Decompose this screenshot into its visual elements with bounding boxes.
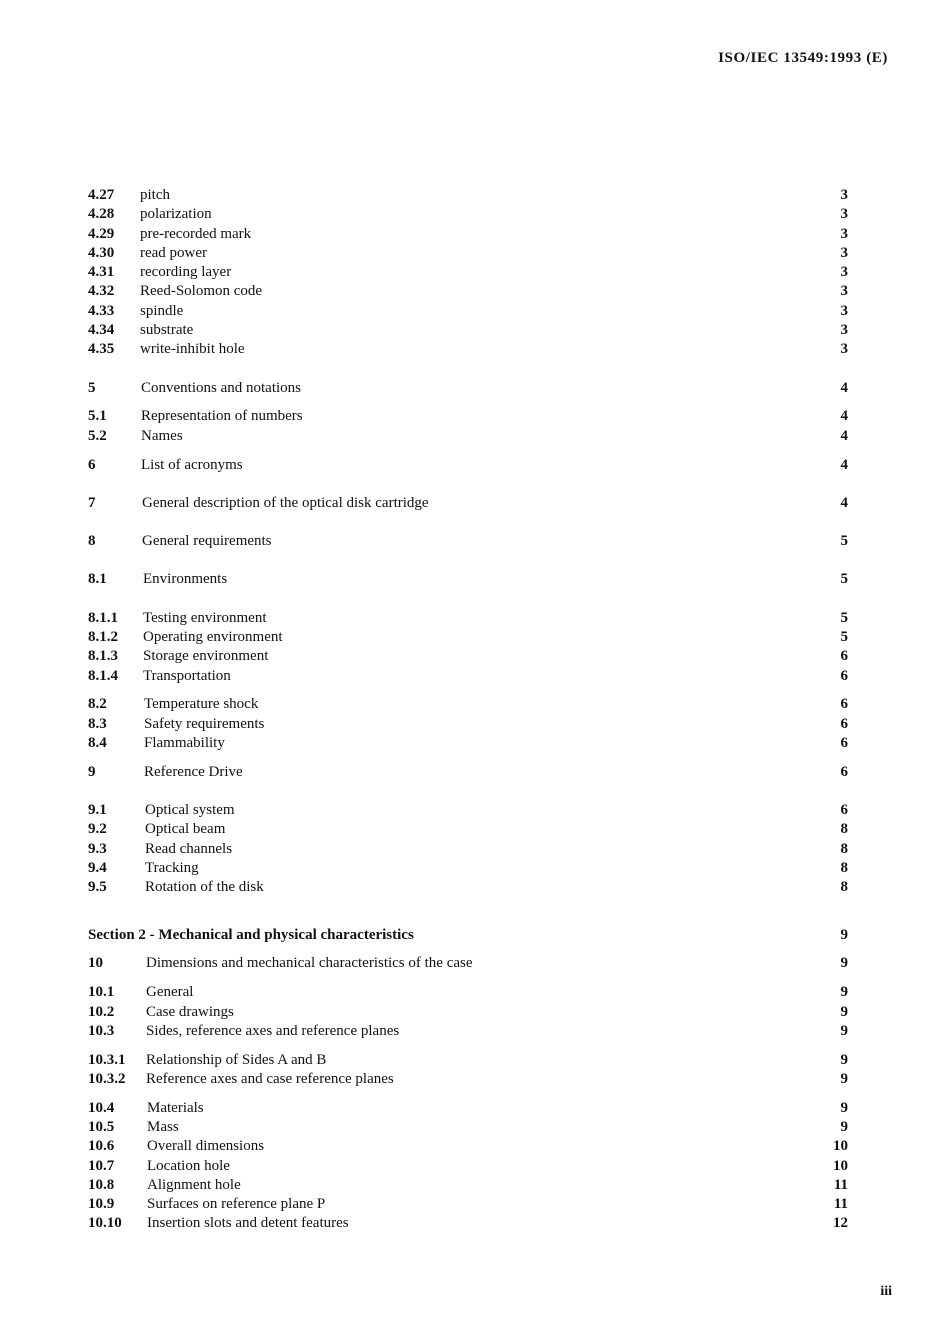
- toc-entry-number: 10.4: [88, 1099, 115, 1116]
- toc-entry[interactable]: [88, 532, 858, 551]
- toc-entry-number: 4.35: [88, 341, 115, 358]
- toc-entry-number: 4.32: [88, 283, 115, 300]
- toc-entry[interactable]: [88, 667, 858, 686]
- toc-entry-title: Representation of numbers: [141, 408, 303, 425]
- toc-spacer: [88, 945, 858, 955]
- toc-entry-title: Insertion slots and detent features: [147, 1215, 349, 1232]
- toc-spacer: [88, 1041, 858, 1051]
- toc-entry-number: 10.6: [88, 1138, 115, 1155]
- toc-entry-title: General: [146, 984, 194, 1001]
- toc-entry-title: Transportation: [143, 667, 231, 684]
- toc-spacer: [88, 360, 858, 379]
- toc-entry-number: 10.3.2: [88, 1070, 126, 1087]
- toc-entry-number: 9.4: [88, 860, 107, 877]
- toc-entry-number: 10.10: [88, 1215, 122, 1232]
- toc-entry[interactable]: [88, 379, 858, 398]
- toc-entry-title: write-inhibit hole: [140, 341, 245, 358]
- toc-entry-number: 10.2: [88, 1003, 115, 1020]
- toc-entry-title: pre-recorded mark: [140, 225, 252, 242]
- page-number-footer: iii: [880, 1284, 892, 1299]
- toc-entry-page: 6: [840, 648, 848, 665]
- toc-entry-number: 10.5: [88, 1118, 115, 1135]
- toc-entry-page: 9: [840, 1070, 848, 1087]
- toc-entry[interactable]: [88, 801, 858, 820]
- toc-entry-number: 10.7: [88, 1157, 115, 1174]
- toc-entry-title: spindle: [140, 302, 184, 319]
- toc-entry-title: Environments: [143, 571, 228, 588]
- toc-entry-number: 8.1: [88, 571, 107, 588]
- toc-entry-title: Conventions and notations: [141, 379, 301, 396]
- toc-entry-title: Materials: [147, 1099, 204, 1116]
- toc-entry[interactable]: [88, 628, 858, 647]
- toc-entry-number: 7: [88, 494, 96, 511]
- toc-entry-title: Testing environment: [143, 609, 267, 626]
- toc-entry[interactable]: [88, 1157, 858, 1176]
- toc-entry-page: 6: [840, 667, 848, 684]
- toc-entry[interactable]: [88, 647, 858, 666]
- toc-entry-number: 9.5: [88, 879, 107, 896]
- toc-entry[interactable]: [88, 820, 858, 839]
- toc-entry[interactable]: [88, 263, 858, 282]
- toc-entry-title: Reference Drive: [144, 763, 243, 780]
- toc-entry-title: Tracking: [145, 860, 199, 877]
- toc-entry[interactable]: [88, 983, 858, 1002]
- toc-entry[interactable]: [88, 427, 858, 446]
- toc-entry-title: Names: [141, 427, 183, 444]
- toc-spacer: [88, 753, 858, 763]
- toc-entry-title: Rotation of the disk: [145, 879, 264, 896]
- toc-entry[interactable]: [88, 1070, 858, 1089]
- toc-entry-page: 3: [840, 187, 848, 203]
- toc-spacer: [88, 590, 858, 609]
- toc-entry-page: 5: [840, 609, 848, 626]
- toc-entry-page: 3: [840, 244, 848, 261]
- toc-spacer: [88, 446, 858, 456]
- toc-entry-title: Temperature shock: [144, 696, 259, 713]
- toc-entry-title: Storage environment: [143, 648, 269, 665]
- toc-entry-number: 6: [88, 456, 96, 473]
- toc-entry-page: 9: [840, 1099, 848, 1116]
- document-id-header: ISO/IEC 13549:1993 (E): [718, 50, 888, 66]
- toc-entry[interactable]: [88, 1118, 858, 1137]
- toc-entry-page: 9: [840, 955, 848, 972]
- toc-entry[interactable]: [88, 734, 858, 753]
- toc-entry-title: Reed-Solomon code: [140, 283, 263, 300]
- toc-entry-number: 8.3: [88, 715, 107, 732]
- toc-entry-title: List of acronyms: [141, 456, 243, 473]
- toc-entry-page: 4: [840, 408, 848, 425]
- toc-entry-number: 8.1.1: [88, 609, 118, 626]
- toc-entry-page: 3: [840, 206, 848, 223]
- toc-entry[interactable]: [88, 695, 858, 714]
- toc-entry[interactable]: [88, 1022, 858, 1041]
- toc-entry-number: 5.1: [88, 408, 107, 425]
- toc-entry-number: 10.3: [88, 1022, 115, 1039]
- toc-spacer: [88, 551, 858, 570]
- toc-entry-number: 4.31: [88, 264, 115, 281]
- toc-entry-title: Relationship of Sides A and B: [146, 1051, 327, 1068]
- toc-section-heading[interactable]: [88, 926, 858, 945]
- toc-entry[interactable]: [88, 456, 858, 475]
- toc-entry[interactable]: [88, 205, 858, 224]
- toc-entry[interactable]: [88, 954, 858, 973]
- toc-entry-page: 3: [840, 341, 848, 358]
- toc-entry-number: 4.30: [88, 244, 115, 261]
- toc-entry-number: 8.2: [88, 696, 107, 713]
- toc-section-title: Section 2 - Mechanical and physical characteristics: [88, 926, 414, 943]
- toc-entry-page: 12: [833, 1215, 848, 1232]
- toc-entry[interactable]: [88, 494, 858, 513]
- toc-entry-number: 9.3: [88, 840, 107, 857]
- toc-entry-number: 8.4: [88, 735, 107, 752]
- toc-entry-page: 6: [840, 763, 848, 780]
- toc-spacer: [88, 974, 858, 984]
- toc-entry-title: Overall dimensions: [147, 1138, 265, 1155]
- toc-entry-number: 5: [88, 379, 96, 396]
- toc-entry-title: Case drawings: [146, 1003, 234, 1020]
- toc-entry-number: 5.2: [88, 427, 107, 444]
- toc-entry-number: 9.1: [88, 802, 107, 819]
- toc-spacer: [88, 475, 858, 494]
- toc-entry-title: Operating environment: [143, 629, 283, 646]
- toc-entry-number: 8.1.2: [88, 629, 118, 646]
- toc-entry-page: 6: [840, 715, 848, 732]
- toc-entry-page: 5: [840, 571, 848, 588]
- toc-entry-number: 8: [88, 533, 96, 550]
- toc-entry-page: 11: [833, 1196, 848, 1213]
- toc-entry[interactable]: [88, 570, 858, 589]
- toc-entry-page: 3: [840, 322, 848, 339]
- table-of-contents: [88, 186, 858, 1234]
- toc-entry-title: Sides, reference axes and reference planes: [146, 1022, 400, 1039]
- toc-entry-title: recording layer: [140, 264, 232, 281]
- toc-entry-number: 4.29: [88, 225, 115, 242]
- toc-entry[interactable]: [88, 609, 858, 628]
- toc-entry-number: 10.9: [88, 1196, 115, 1213]
- toc-entry-title: Read channels: [145, 840, 233, 857]
- toc-entry-title: Mass: [147, 1118, 179, 1135]
- toc-entry-title: substrate: [140, 322, 194, 339]
- toc-entry-title: Optical beam: [145, 821, 226, 838]
- toc-entry-title: General requirements: [142, 533, 272, 550]
- toc-entry-page: 3: [840, 302, 848, 319]
- toc-entry-page: 8: [840, 879, 848, 896]
- toc-entry-page: 3: [840, 264, 848, 281]
- toc-entry-page: 8: [840, 860, 848, 877]
- toc-entry-number: 4.34: [88, 322, 115, 339]
- toc-entry-title: Flammability: [144, 735, 225, 752]
- toc-entry[interactable]: [88, 1137, 858, 1156]
- toc-entry-title: Alignment hole: [147, 1176, 241, 1193]
- toc-entry-page: 11: [833, 1176, 848, 1193]
- toc-entry-page: 4: [840, 379, 848, 396]
- toc-entry-number: 8.1.3: [88, 648, 118, 665]
- toc-spacer: [88, 513, 858, 532]
- toc-entry[interactable]: [88, 340, 858, 359]
- toc-entry[interactable]: [88, 763, 858, 782]
- toc-spacer: [88, 782, 858, 801]
- toc-entry[interactable]: [88, 1099, 858, 1118]
- toc-entry-page: 8: [840, 840, 848, 857]
- toc-entry[interactable]: [88, 1003, 858, 1022]
- toc-entry-number: 10.3.1: [88, 1051, 126, 1068]
- toc-entry-title: polarization: [140, 206, 212, 223]
- toc-entry[interactable]: [88, 302, 858, 321]
- toc-entry-page: 10: [833, 1157, 848, 1174]
- toc-entry-title: Surfaces on reference plane P: [147, 1196, 326, 1213]
- toc-entry[interactable]: [88, 282, 858, 301]
- toc-entry-title: Location hole: [147, 1157, 230, 1174]
- toc-spacer: [88, 398, 858, 408]
- toc-entry-page: 9: [840, 1022, 848, 1039]
- toc-entry-number: 4.28: [88, 206, 115, 223]
- toc-entry-title: Dimensions and mechanical characteristics of the case: [146, 955, 473, 972]
- toc-entry-page: 4: [840, 427, 848, 444]
- toc-entry-page: 6: [840, 802, 848, 819]
- toc-entry-number: 8.1.4: [88, 667, 118, 684]
- toc-entry-page: 9: [840, 1003, 848, 1020]
- toc-entry-page: 8: [840, 821, 848, 838]
- toc-entry-page: 6: [840, 696, 848, 713]
- toc-entry-title: Optical system: [145, 802, 235, 819]
- toc-entry-page: 9: [840, 1118, 848, 1135]
- toc-entry-title: General description of the optical disk cartridge: [142, 494, 429, 511]
- toc-entry-page: 9: [840, 984, 848, 1001]
- toc-entry[interactable]: [88, 715, 858, 734]
- toc-entry[interactable]: [88, 186, 858, 205]
- toc-entry[interactable]: [88, 840, 858, 859]
- toc-entry-number: 10: [88, 955, 103, 972]
- toc-entry-page: 3: [840, 225, 848, 242]
- toc-entry[interactable]: [88, 1214, 858, 1233]
- toc-entry[interactable]: [88, 878, 858, 897]
- toc-spacer: [88, 686, 858, 696]
- toc-entry-number: 9.2: [88, 821, 107, 838]
- toc-entry-page: 9: [840, 926, 848, 943]
- toc-entry[interactable]: [88, 1195, 858, 1214]
- toc-entry-page: 5: [840, 533, 848, 550]
- toc-entry[interactable]: [88, 321, 858, 340]
- toc-entry-page: 10: [833, 1138, 848, 1155]
- toc-entry[interactable]: [88, 859, 858, 878]
- toc-entry[interactable]: [88, 225, 858, 244]
- toc-entry-title: pitch: [140, 187, 170, 203]
- toc-entry[interactable]: [88, 407, 858, 426]
- toc-entry-page: 5: [840, 629, 848, 646]
- toc-entry-number: 10.1: [88, 984, 115, 1001]
- toc-entry[interactable]: [88, 244, 858, 263]
- toc-entry-page: 3: [840, 283, 848, 300]
- toc-entry-page: 4: [840, 494, 848, 511]
- toc-entry-title: read power: [140, 244, 208, 261]
- toc-entry-title: Safety requirements: [144, 715, 265, 732]
- toc-entry-page: 9: [840, 1051, 848, 1068]
- toc-entry[interactable]: [88, 1176, 858, 1195]
- toc-entry-number: 10.8: [88, 1176, 115, 1193]
- toc-entry-page: 4: [840, 456, 848, 473]
- toc-entry-title: Reference axes and case reference planes: [146, 1070, 394, 1087]
- toc-entry[interactable]: [88, 1051, 858, 1070]
- toc-entry-page: 6: [840, 735, 848, 752]
- toc-spacer: [88, 898, 858, 926]
- toc-entry-number: 4.27: [88, 187, 115, 203]
- toc-entry-number: 9: [88, 763, 96, 780]
- toc-entry-number: 4.33: [88, 302, 115, 319]
- toc-spacer: [88, 1089, 858, 1099]
